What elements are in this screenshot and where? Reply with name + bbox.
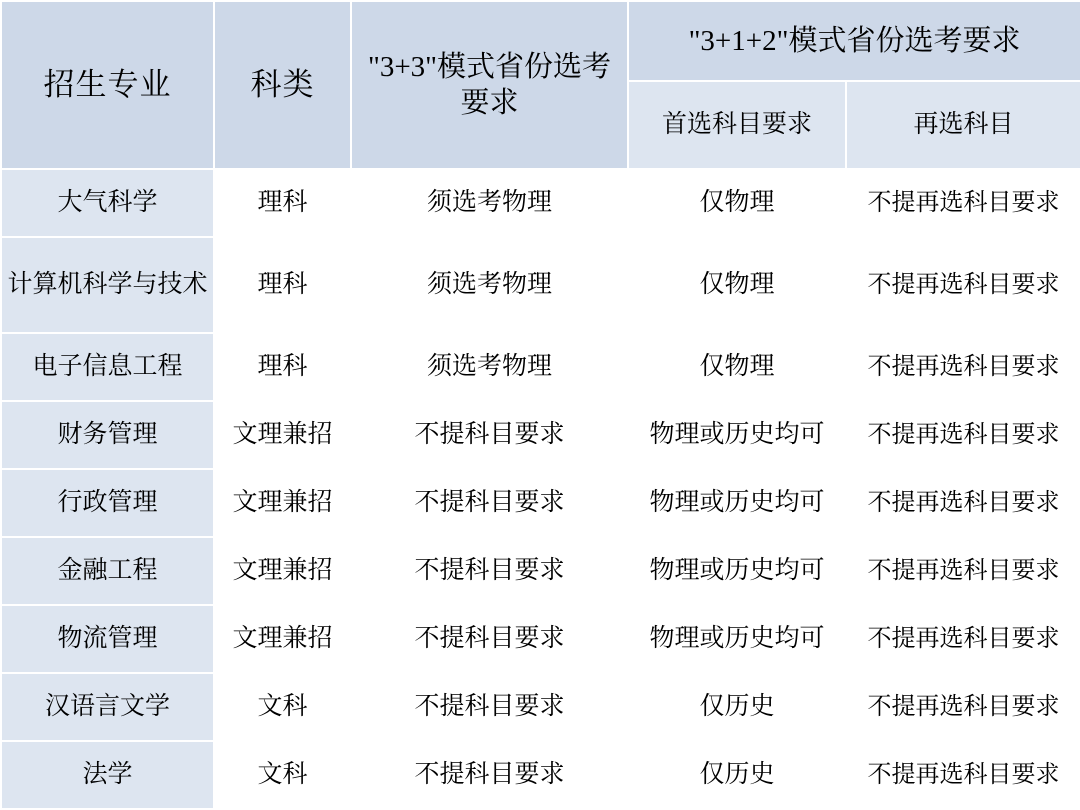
- cell-category: 文理兼招: [214, 605, 351, 673]
- cell-major: 行政管理: [1, 469, 214, 537]
- cell-first-subject: 物理或历史均可: [628, 469, 846, 537]
- cell-first-subject: 物理或历史均可: [628, 401, 846, 469]
- header-major: 招生专业: [1, 1, 214, 169]
- cell-mode33: 不提科目要求: [351, 537, 628, 605]
- cell-major: 财务管理: [1, 401, 214, 469]
- cell-second-subject: 不提再选科目要求: [846, 169, 1080, 237]
- cell-mode33: 须选考物理: [351, 169, 628, 237]
- cell-first-subject: 仅历史: [628, 741, 846, 809]
- cell-major: 大气科学: [1, 169, 214, 237]
- table-row: [1, 469, 1080, 537]
- cell-second-subject: 不提再选科目要求: [846, 469, 1080, 537]
- table-row: [1, 401, 1080, 469]
- cell-second-subject: 不提再选科目要求: [846, 537, 1080, 605]
- cell-first-subject: 物理或历史均可: [628, 537, 846, 605]
- cell-category: 文理兼招: [214, 537, 351, 605]
- table-row: [1, 237, 1080, 333]
- cell-mode33: 不提科目要求: [351, 469, 628, 537]
- cell-second-subject: 不提再选科目要求: [846, 605, 1080, 673]
- cell-major: 法学: [1, 741, 214, 809]
- table-row: [1, 169, 1080, 237]
- cell-category: 文科: [214, 741, 351, 809]
- header-first-subject: 首选科目要求: [628, 81, 846, 169]
- header-second-subject: 再选科目: [846, 81, 1080, 169]
- cell-first-subject: 物理或历史均可: [628, 605, 846, 673]
- header-mode-33: "3+3"模式省份选考要求: [351, 1, 628, 169]
- table-row: [1, 605, 1080, 673]
- cell-first-subject: 仅物理: [628, 169, 846, 237]
- cell-major: 汉语言文学: [1, 673, 214, 741]
- cell-mode33: 不提科目要求: [351, 401, 628, 469]
- cell-major: 物流管理: [1, 605, 214, 673]
- cell-category: 文科: [214, 673, 351, 741]
- header-row-top: [1, 1, 1080, 81]
- cell-mode33: 不提科目要求: [351, 605, 628, 673]
- cell-second-subject: 不提再选科目要求: [846, 333, 1080, 401]
- cell-category: 理科: [214, 237, 351, 333]
- cell-first-subject: 仅物理: [628, 237, 846, 333]
- header-mode-312: "3+1+2"模式省份选考要求: [628, 1, 1080, 81]
- cell-major: 电子信息工程: [1, 333, 214, 401]
- cell-major: 计算机科学与技术: [1, 237, 214, 333]
- cell-first-subject: 仅历史: [628, 673, 846, 741]
- cell-category: 文理兼招: [214, 469, 351, 537]
- cell-mode33: 须选考物理: [351, 333, 628, 401]
- cell-mode33: 不提科目要求: [351, 673, 628, 741]
- table-row: [1, 741, 1080, 809]
- table-row: [1, 537, 1080, 605]
- cell-category: 文理兼招: [214, 401, 351, 469]
- table-row: [1, 333, 1080, 401]
- cell-second-subject: 不提再选科目要求: [846, 673, 1080, 741]
- cell-second-subject: 不提再选科目要求: [846, 741, 1080, 809]
- cell-mode33: 须选考物理: [351, 237, 628, 333]
- table-header: [1, 1, 1080, 169]
- cell-second-subject: 不提再选科目要求: [846, 401, 1080, 469]
- cell-first-subject: 仅物理: [628, 333, 846, 401]
- table-row: [1, 673, 1080, 741]
- cell-mode33: 不提科目要求: [351, 741, 628, 809]
- cell-second-subject: 不提再选科目要求: [846, 237, 1080, 333]
- cell-category: 理科: [214, 169, 351, 237]
- cell-major: 金融工程: [1, 537, 214, 605]
- table-body: [1, 169, 1080, 809]
- cell-category: 理科: [214, 333, 351, 401]
- header-category: 科类: [214, 1, 351, 169]
